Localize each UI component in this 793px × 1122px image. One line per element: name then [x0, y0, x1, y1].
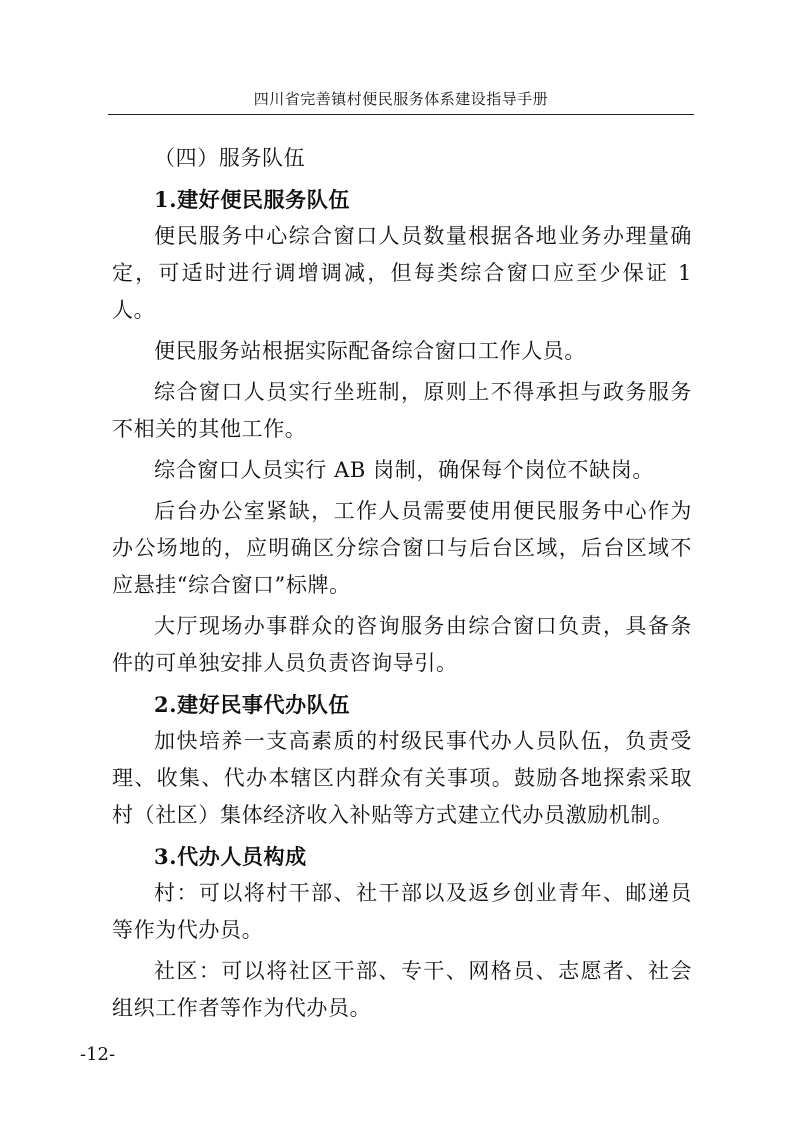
paragraph: 后台办公室紧缺，工作人员需要使用便民服务中心作为办公场地的，应明确区分综合窗口与后台区域，后台区域不应悬挂“综合窗口”标牌。	[112, 499, 692, 597]
subsection-title: 3.代办人员构成	[154, 844, 307, 869]
section-heading: （四）服务队伍	[154, 146, 306, 170]
paragraph: 便民服务站根据实际配备综合窗口工作人员。	[154, 339, 586, 363]
paragraph: 村：可以将村干部、社干部以及返乡创业青年、邮递员等作为代办员。	[112, 881, 692, 942]
paragraph: 大厅现场办事群众的咨询服务由综合窗口负责，具备条件的可单独安排人员负责咨询导引。	[112, 614, 692, 675]
page-number: -12-	[80, 1044, 116, 1065]
header-title: 四川省完善镇村便民服务体系建设指导手册	[253, 90, 549, 108]
paragraph: 综合窗口人员实行 AB 岗制，确保每个岗位不缺岗。	[154, 458, 654, 482]
paragraph: 社区：可以将社区干部、专干、网格员、志愿者、社会组织工作者等作为代办员。	[112, 959, 692, 1020]
subsection-title: 2.建好民事代办队伍	[154, 692, 350, 717]
paragraph: 加快培养一支高素质的村级民事代办人员队伍，负责受理、收集、代办本辖区内群众有关事项。鼓励各地探索采取村（社区）集体经济收入补贴等方式建立代办员激励机制。	[112, 729, 692, 827]
paragraph: 综合窗口人员实行坐班制，原则上不得承担与政务服务不相关的其他工作。	[112, 380, 692, 441]
paragraph: 便民服务中心综合窗口人员数量根据各地业务办理量确定，可适时进行调增调减，但每类综合窗口应至少保证 1 人。	[112, 224, 692, 322]
document-body	[112, 140, 692, 1027]
running-header	[108, 88, 694, 115]
subsection-title: 1.建好便民服务队伍	[154, 187, 350, 212]
